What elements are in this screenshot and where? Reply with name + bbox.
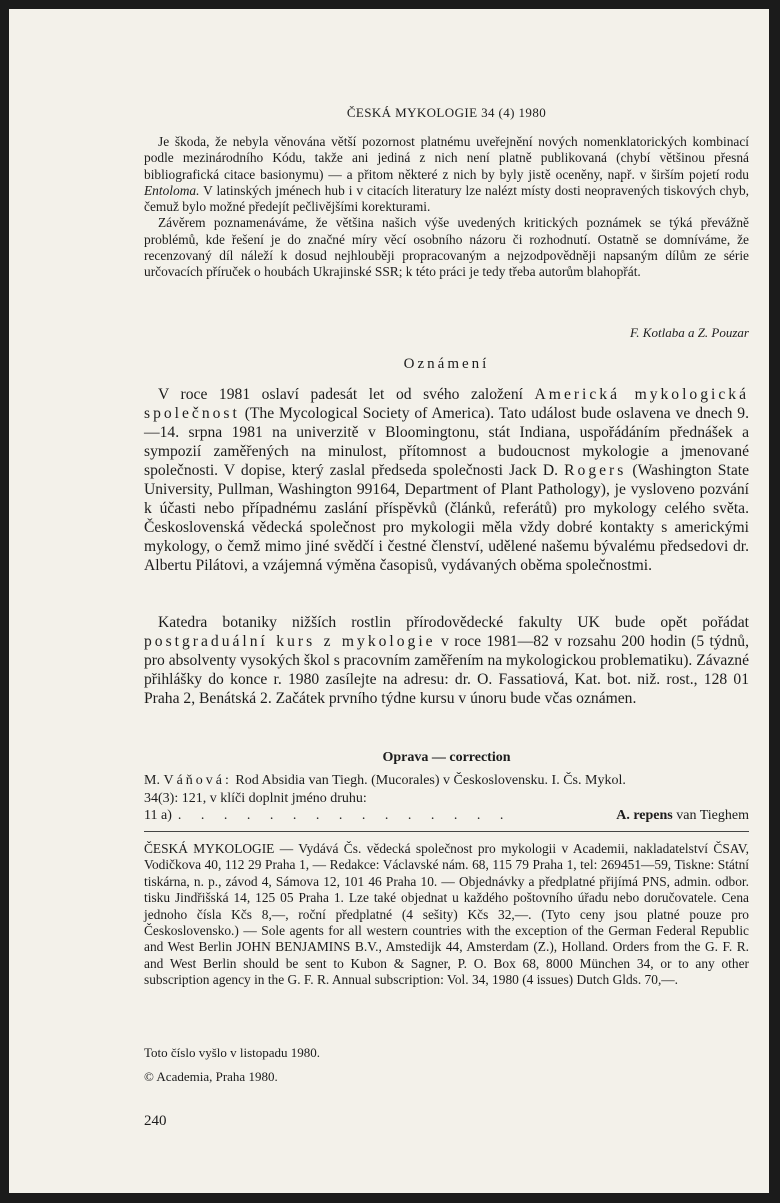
oprava-author-initial: M.	[144, 773, 160, 788]
oznameni-p1	[144, 385, 749, 575]
running-header: ČESKÁ MYKOLOGIE 34 (4) 1980	[346, 105, 547, 120]
oznameni-p1-b: (The Mycological Society of America). Tato událost bude oslavena ve dnech 9.—14. srpna 1981 na univerzitě v Bloomingtonu, stát Indiana, uspořádáním přednášek a sympozií zaměřených na minulost, přítomnost a budoucnost mykologie a jmenované společnosti. V dopise, který zaslal předseda společnosti Jack D.	[144, 405, 749, 479]
species-entry	[616, 807, 749, 825]
divider-line	[144, 831, 749, 832]
review-signature: F. Kotlaba a Z. Pouzar	[630, 325, 749, 340]
oznameni-p2-b: v roce 1981—82 v rozsahu 200 hodin (5 týdnů, pro absolventy vysokých škol s pracovním zaměřením na mykologickou problematiku). Závazné přihlášky do konce r. 1980 zasílejte na adresu: dr. O. Fassatiová, Kat. bot. niž. rost., 128 01 Praha 2, Benátská 2. Začátek prvního týdne kursu v únoru bude včas oznámen.	[144, 633, 749, 707]
oznameni-paragraph-2	[144, 613, 749, 708]
oznameni-p2-a: Katedra botaniky nižších rostlin přírodovědecké fakulty UK bude opět pořádat	[158, 614, 749, 631]
oznameni-p1-a: V roce 1981 oslaví padesát let od svého založení	[158, 386, 523, 403]
dot-leader: . . . . . . . . . . . . . . .	[177, 808, 512, 823]
review-paragraph-1	[144, 134, 749, 215]
page-number: 240	[144, 1113, 167, 1129]
course-name: postgraduální kurs z mykologie	[144, 633, 436, 650]
species-author: van Tieghem	[676, 808, 749, 823]
species-name: A. repens	[616, 808, 673, 823]
oprava-line-3	[144, 807, 749, 825]
review-paragraph-2: Závěrem poznamenáváme, že většina našich výše uvedených kritických poznámek se týká převážně problémů, kde řešení je do značné míry věcí osobního názoru či rozhodnutí. Ostatně se domníváme, že recenzovaný díl náleží k dosud nejhlouběji propracovaným a nejzodpovědněji napsaným dílům ze série určovacích příruček o houbách Ukrajinské SSR; k této práci je tedy třeba autorům blahopřát.	[144, 215, 749, 280]
imprint-text: ČESKÁ MYKOLOGIE — Vydává Čs. vědecká společnost pro mykologii v Academii, nakladatelství ČSAV, Vodičkova 40, 112 29 Praha 1, — Redakce: Václavské nám. 68, 115 79 Praha 1, tel: 269451—59, Tiskne: Státní tiskárna, n. p., závod 4, Sámova 12, 101 46 Praha 10. — Objednávky a předplatné přijímá PNS, admin. odbor. tisku Jindřišská 14, 125 05 Praha 1. Lze také objednat u každého poštovního úřadu nebo doručovatele. Cena jednoho čísla Kčs 8,—, roční předplatné (4 sešity) Kčs 32,—. (Tyto ceny jsou platné pouze pro Československo.) — Sole agents for all western countries with the exception of the German Federal Republic and West Berlin JOHN BENJAMINS B.V., Amstedijk 44, Amsterdam (Z.), Holland. Orders from the G. F. R. and West Berlin should be sent to Kubon & Sagner, P. O. Box 68, 8000 München 34, or to any other subscription agency in the G. F. R. Annual subscription: Vol. 34, 1980 (4 issues) Dutch Glds. 70,—.	[144, 841, 749, 988]
society-name: Americká mykologická společnost	[144, 386, 749, 422]
copyright: © Academia, Praha 1980.	[144, 1069, 278, 1084]
genus-name: Entoloma.	[144, 182, 200, 198]
oprava-heading: Oprava — correction	[382, 750, 511, 765]
review-conclusion	[144, 134, 749, 281]
publication-date: Toto číslo vyšlo v listopadu 1980.	[144, 1045, 321, 1060]
oprava-author: Váňová:	[163, 773, 232, 788]
key-entry: 11 a)	[144, 808, 172, 823]
review-p1-text: Je škoda, že nebyla věnována větší pozornost platnému uveřejnění nových nomenklatorických kombinací podle mezinárodního Kódu, takže ani jediná z nich není platně publikovaná (chybí většinou přesná bibliografická citace basionymu) — a přitom některé z nich by byly jistě oceněny, např. v širším pojetí rodu	[144, 134, 749, 182]
oznameni-paragraph-1	[144, 385, 749, 575]
review-p1-cont: V latinských jménech hub i v citacích literatury lze nalézt místy dosti neopravených tiskových chyb, čemuž bylo možné předejít pečlivějšími korekturami.	[144, 182, 749, 215]
oprava-line-1	[144, 772, 749, 790]
journal-page	[9, 9, 769, 1193]
oznameni-p2	[144, 613, 749, 708]
person-name: Rogers	[564, 462, 627, 479]
oznameni-p1-c: (Washington State University, Pullman, Washington 99164, Department of Plant Pathology), je vysloveno pozvání k účasti nebo případnému zaslání příspěvků (článků, referátů) pro mykology celého světa. Československá vědecká společnost pro mykologii měla vždy dobré kontakty s americkými mykology, o čemž mimo jiné svědčí i čestné členství, udělené našemu bývalému předsedovi dr. Albertu Pilátovi, a vzájemná výměna časopisů, vydávaných oběma společnostmi.	[144, 462, 749, 574]
oprava-citation: Rod Absidia van Tiegh. (Mucorales) v Československu. I. Čs. Mykol.	[235, 773, 626, 788]
oprava-block	[144, 772, 749, 825]
oprava-line-2: 34(3): 121, v klíči doplnit jméno druhu:	[144, 790, 367, 806]
oznameni-heading: Oznámení	[403, 356, 490, 372]
